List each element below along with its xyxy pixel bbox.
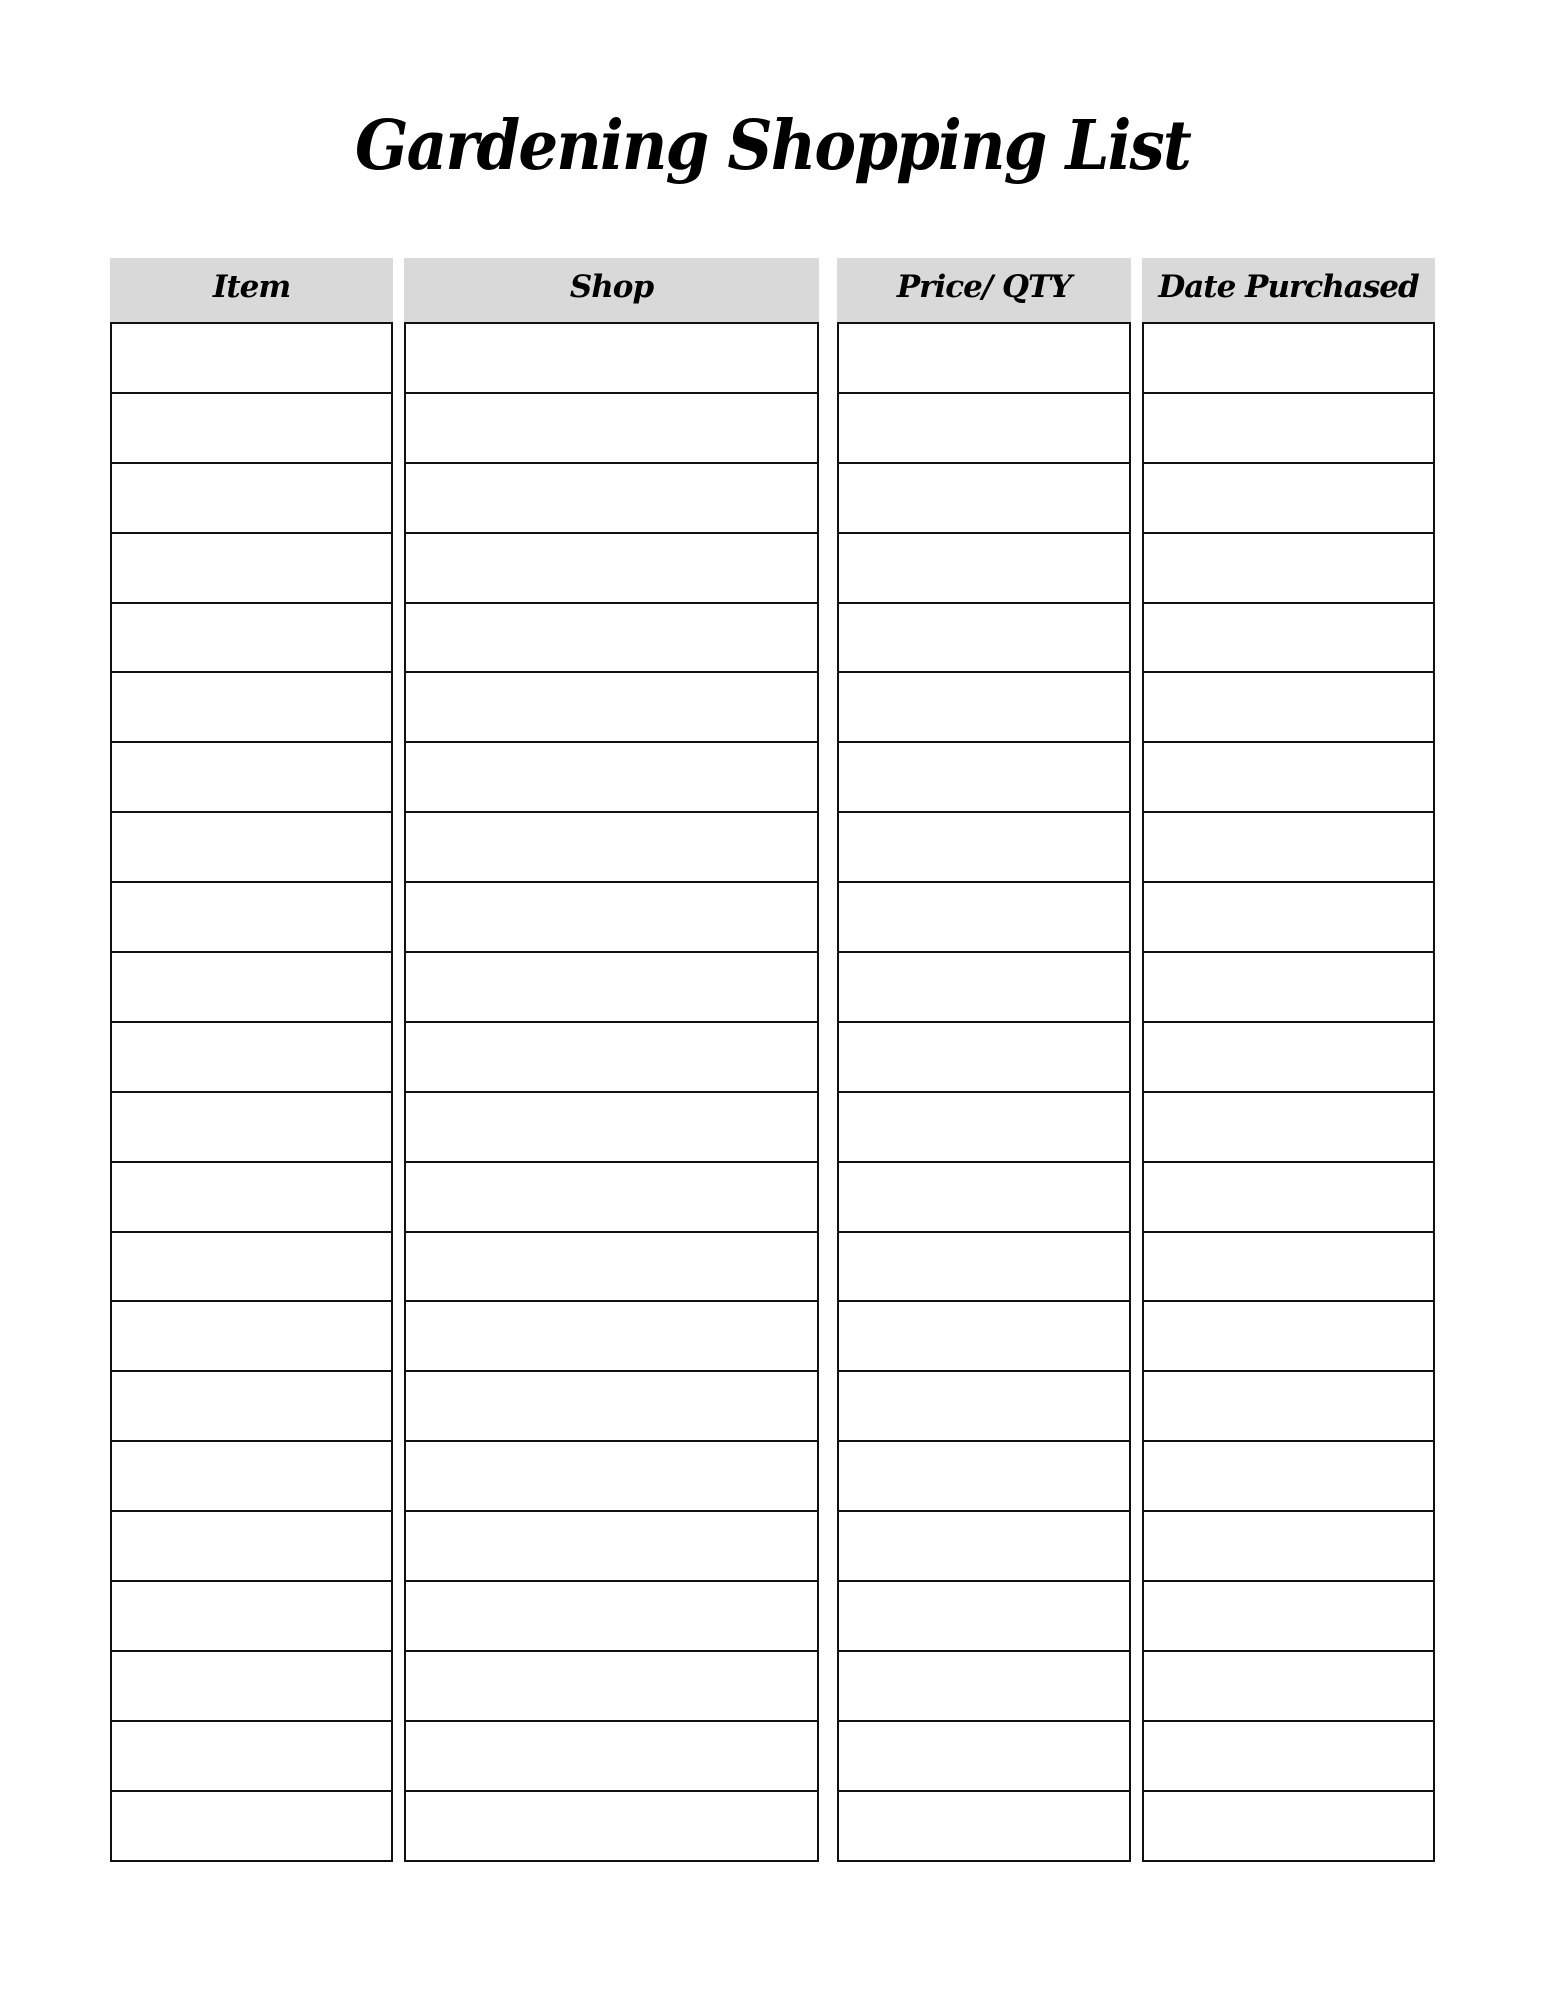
date-purchased-field[interactable] [1144, 673, 1433, 741]
item-field[interactable] [112, 1093, 391, 1161]
column-shop [404, 258, 819, 1862]
date-purchased-field[interactable] [1144, 1512, 1433, 1580]
date-purchased-field[interactable] [1144, 1442, 1433, 1510]
date-purchased-field[interactable] [1144, 743, 1433, 811]
table-cell [1144, 1440, 1433, 1510]
date-purchased-field[interactable] [1144, 813, 1433, 881]
item-field[interactable] [112, 1163, 391, 1231]
table-cell [1144, 1510, 1433, 1580]
table-cell [839, 462, 1129, 532]
table-cell [1144, 1370, 1433, 1440]
table-cell [1144, 602, 1433, 672]
price-qty-field[interactable] [839, 813, 1129, 881]
item-field[interactable] [112, 534, 391, 602]
item-field[interactable] [112, 813, 391, 881]
column-header-shop: Shop [404, 258, 819, 322]
shop-field[interactable] [406, 1792, 817, 1860]
table-cell [406, 1021, 817, 1091]
price-qty-field[interactable] [839, 1722, 1129, 1790]
table-cell [839, 1510, 1129, 1580]
table-cell [1144, 1091, 1433, 1161]
table-cell [839, 532, 1129, 602]
item-field[interactable] [112, 953, 391, 1021]
date-purchased-field[interactable] [1144, 953, 1433, 1021]
table-cell [406, 1720, 817, 1790]
shop-field[interactable] [406, 394, 817, 462]
date-purchased-field[interactable] [1144, 534, 1433, 602]
date-purchased-field[interactable] [1144, 1302, 1433, 1370]
table-cell [1144, 1161, 1433, 1231]
price-qty-field[interactable] [839, 743, 1129, 811]
table-cell [112, 532, 391, 602]
table-cell [839, 1370, 1129, 1440]
table-cell [406, 1300, 817, 1370]
shop-field[interactable] [406, 953, 817, 1021]
table-cell [406, 602, 817, 672]
table-cell [112, 1790, 391, 1860]
date-purchased-field[interactable] [1144, 394, 1433, 462]
shop-field[interactable] [406, 1233, 817, 1301]
price-qty-field[interactable] [839, 1233, 1129, 1301]
table-cell [406, 1091, 817, 1161]
table-cell [406, 741, 817, 811]
table-cell [1144, 951, 1433, 1021]
table-cell [112, 671, 391, 741]
table-cell [1144, 741, 1433, 811]
item-field[interactable] [112, 464, 391, 532]
price-qty-field[interactable] [839, 1093, 1129, 1161]
table-cell [839, 1440, 1129, 1510]
column-header-item: Item [110, 258, 393, 322]
table-cell [839, 741, 1129, 811]
date-purchased-field[interactable] [1144, 1582, 1433, 1650]
table-cell [839, 1300, 1129, 1370]
price-qty-field[interactable] [839, 883, 1129, 951]
item-field[interactable] [112, 1722, 391, 1790]
table-cell [839, 1650, 1129, 1720]
table-cell [839, 881, 1129, 951]
column-header-date-purchased: Date Purchased [1142, 258, 1435, 322]
table-cell [839, 1021, 1129, 1091]
table-cell [406, 671, 817, 741]
date-purchased-field[interactable] [1144, 1722, 1433, 1790]
price-qty-field[interactable] [839, 673, 1129, 741]
item-field[interactable] [112, 1372, 391, 1440]
table-cell [112, 1370, 391, 1440]
price-qty-field[interactable] [839, 1442, 1129, 1510]
shop-field[interactable] [406, 1512, 817, 1580]
table-cell [112, 1021, 391, 1091]
table-cell [406, 1161, 817, 1231]
table-cell [1144, 881, 1433, 951]
table-cell [1144, 1300, 1433, 1370]
item-field[interactable] [112, 673, 391, 741]
date-purchased-field[interactable] [1144, 1233, 1433, 1301]
table-cell [839, 1580, 1129, 1650]
item-field[interactable] [112, 1652, 391, 1720]
table-cell [406, 1440, 817, 1510]
table-cell [406, 392, 817, 462]
table-cell [112, 602, 391, 672]
date-purchased-field[interactable] [1144, 1163, 1433, 1231]
date-purchased-field[interactable] [1144, 1093, 1433, 1161]
table-cell [839, 951, 1129, 1021]
table-cell [406, 532, 817, 602]
table-cell [839, 671, 1129, 741]
table-cell [1144, 1231, 1433, 1301]
shop-field[interactable] [406, 534, 817, 602]
table-cell [112, 462, 391, 532]
item-field[interactable] [112, 394, 391, 462]
date-purchased-field[interactable] [1144, 1372, 1433, 1440]
table-cell [1144, 392, 1433, 462]
table-cell [112, 1580, 391, 1650]
table-cell [112, 881, 391, 951]
price-qty-field[interactable] [839, 534, 1129, 602]
table-cell [112, 1161, 391, 1231]
table-cell [839, 1091, 1129, 1161]
table-cell [112, 951, 391, 1021]
price-qty-field[interactable] [839, 1302, 1129, 1370]
price-qty-field[interactable] [839, 1023, 1129, 1091]
item-field[interactable] [112, 1582, 391, 1650]
table-cell [406, 1650, 817, 1720]
price-qty-field[interactable] [839, 604, 1129, 672]
table-cell [1144, 1650, 1433, 1720]
item-field[interactable] [112, 324, 391, 392]
item-field[interactable] [112, 604, 391, 672]
price-qty-field[interactable] [839, 1652, 1129, 1720]
table-cell [839, 392, 1129, 462]
date-purchased-field[interactable] [1144, 324, 1433, 392]
date-purchased-field[interactable] [1144, 464, 1433, 532]
table-cell [1144, 1720, 1433, 1790]
item-field[interactable] [112, 1023, 391, 1091]
table-cell [406, 462, 817, 532]
table-cell [1144, 671, 1433, 741]
table-cell [112, 1650, 391, 1720]
column-header-price-qty: Price/ QTY [837, 258, 1131, 322]
price-qty-field[interactable] [839, 1792, 1129, 1860]
price-qty-field[interactable] [839, 1512, 1129, 1580]
shop-field[interactable] [406, 324, 817, 392]
table-cell [839, 1720, 1129, 1790]
page-title: Gardening Shopping List [355, 106, 1190, 186]
table-cell [839, 322, 1129, 392]
table-cell [406, 1231, 817, 1301]
price-qty-field[interactable] [839, 1163, 1129, 1231]
table-cell [839, 602, 1129, 672]
table-cell [406, 1580, 817, 1650]
shop-field[interactable] [406, 1093, 817, 1161]
item-field[interactable] [112, 1302, 391, 1370]
table-cell [1144, 1790, 1433, 1860]
shop-field[interactable] [406, 1163, 817, 1231]
column-body [404, 322, 819, 1862]
item-field[interactable] [112, 1792, 391, 1860]
table-cell [1144, 322, 1433, 392]
table-cell [406, 1370, 817, 1440]
date-purchased-field[interactable] [1144, 604, 1433, 672]
table-cell [406, 1510, 817, 1580]
column-item [110, 258, 393, 1862]
shop-field[interactable] [406, 1582, 817, 1650]
shop-field[interactable] [406, 604, 817, 672]
item-field[interactable] [112, 883, 391, 951]
shop-field[interactable] [406, 1722, 817, 1790]
table-cell [406, 1790, 817, 1860]
column-date-purchased [1142, 258, 1435, 1862]
date-purchased-field[interactable] [1144, 883, 1433, 951]
table-cell [406, 811, 817, 881]
price-qty-field[interactable] [839, 953, 1129, 1021]
item-field[interactable] [112, 1442, 391, 1510]
shop-field[interactable] [406, 673, 817, 741]
date-purchased-field[interactable] [1144, 1023, 1433, 1091]
shop-field[interactable] [406, 1442, 817, 1510]
price-qty-field[interactable] [839, 324, 1129, 392]
table-cell [112, 1300, 391, 1370]
shop-field[interactable] [406, 1302, 817, 1370]
shop-field[interactable] [406, 464, 817, 532]
date-purchased-field[interactable] [1144, 1652, 1433, 1720]
table-cell [112, 322, 391, 392]
price-qty-field[interactable] [839, 1372, 1129, 1440]
price-qty-field[interactable] [839, 1582, 1129, 1650]
column-price-qty [837, 258, 1131, 1862]
item-field[interactable] [112, 743, 391, 811]
table-cell [1144, 1021, 1433, 1091]
table-cell [112, 1510, 391, 1580]
table-cell [839, 1790, 1129, 1860]
table-cell [1144, 462, 1433, 532]
table-cell [839, 1161, 1129, 1231]
shop-field[interactable] [406, 743, 817, 811]
table-cell [112, 1231, 391, 1301]
table-cell [406, 881, 817, 951]
table-cell [406, 322, 817, 392]
table-cell [839, 1231, 1129, 1301]
table-cell [112, 811, 391, 881]
price-qty-field[interactable] [839, 394, 1129, 462]
table-cell [406, 951, 817, 1021]
column-body [837, 322, 1131, 1862]
item-field[interactable] [112, 1512, 391, 1580]
table-cell [112, 1091, 391, 1161]
table-cell [1144, 1580, 1433, 1650]
item-field[interactable] [112, 1233, 391, 1301]
date-purchased-field[interactable] [1144, 1792, 1433, 1860]
shop-field[interactable] [406, 1023, 817, 1091]
price-qty-field[interactable] [839, 464, 1129, 532]
table-cell [112, 392, 391, 462]
shop-field[interactable] [406, 883, 817, 951]
table-cell [839, 811, 1129, 881]
table-cell [1144, 532, 1433, 602]
table-cell [112, 1720, 391, 1790]
column-body [110, 322, 393, 1862]
shop-field[interactable] [406, 813, 817, 881]
table-cell [112, 741, 391, 811]
shop-field[interactable] [406, 1372, 817, 1440]
shop-field[interactable] [406, 1652, 817, 1720]
table-cell [112, 1440, 391, 1510]
column-body [1142, 322, 1435, 1862]
table-cell [1144, 811, 1433, 881]
